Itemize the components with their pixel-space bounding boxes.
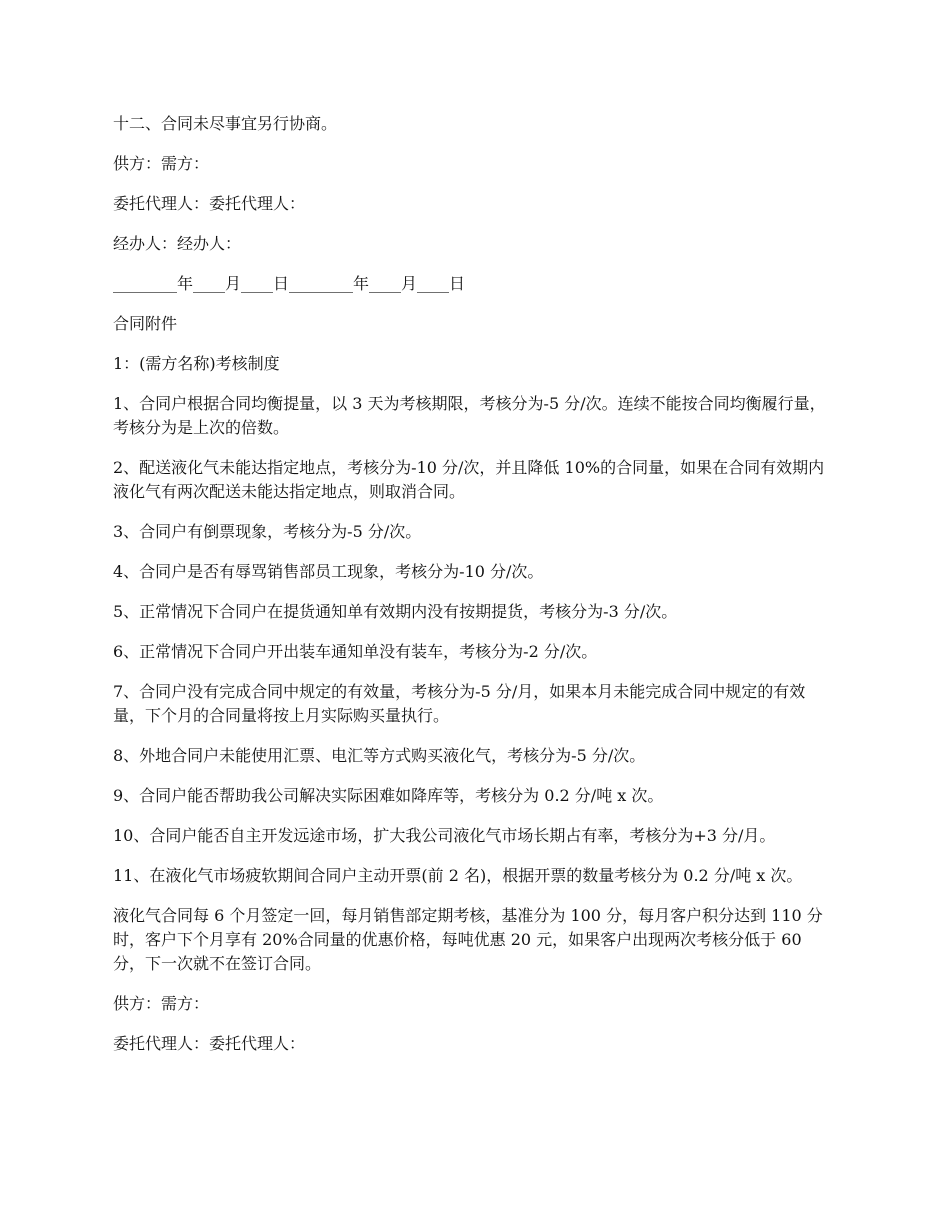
clause-12: 十二、合同未尽事宜另行协商。 [113,114,338,133]
rule-9: 9、合同户能否帮助我公司解决实际困难如降库等，考核分为 0.2 分/吨 x 次。 [113,786,664,805]
agent-line-2: 委托代理人：委托代理人： [113,1034,306,1053]
assessment-title: 1：(需方名称)考核制度 [113,354,280,373]
rule-11: 11、在液化气市场疲软期间合同户主动开票(前 2 名)，根据开票的数量考核分为 0.2 分/吨 x 次。 [113,866,803,885]
rule-7: 7、合同户没有完成合同中规定的有效量，考核分为-5 分/月，如果本月未能完成合同中规定的有效量，下个月的合同量将按上月实际购买量执行。 [113,682,806,725]
agent-line: 委托代理人：委托代理人： [113,194,306,213]
rule-8: 8、外地合同户未能使用汇票、电汇等方式购买液化气，考核分为-5 分/次。 [113,746,646,765]
party-line: 供方：需方： [113,154,210,173]
summary-paragraph: 液化气合同每 6 个月签定一回，每月销售部定期考核，基准分为 100 分，每月客户积分达到 110 分时，客户下个月享有 20%合同量的优惠价格，每吨优惠 20 元，如果客户出现两次考核分低于 60 分，下一次就不在签订合同。 [113,906,823,973]
document-page [113,112,837,1072]
rule-5: 5、正常情况下合同户在提货通知单有效期内没有按期提货，考核分为-3 分/次。 [113,602,678,621]
rule-6: 6、正常情况下合同户开出装车通知单没有装车，考核分为-2 分/次。 [113,642,598,661]
rule-2: 2、配送液化气未能达指定地点，考核分为-10 分/次，并且降低 10%的合同量，如果在合同有效期内液化气有两次配送未能达指定地点，则取消合同。 [113,458,825,501]
party-line-2: 供方：需方： [113,994,210,1013]
rule-4: 4、合同户是否有辱骂销售部员工现象，考核分为-10 分/次。 [113,562,544,581]
attachment-title: 合同附件 [113,314,178,333]
rule-10: 10、合同户能否自主开发远途市场，扩大我公司液化气市场长期占有率，考核分为+3 分/月。 [113,826,776,845]
handler-line: 经办人：经办人： [113,234,242,253]
rule-3: 3、合同户有倒票现象，考核分为-5 分/次。 [113,522,422,541]
date-line: ________年____月____日________年____月____日 [113,274,466,293]
rule-1: 1、合同户根据合同均衡提量，以 3 天为考核期限，考核分为-5 分/次。连续不能按合同均衡履行量，考核分为是上次的倍数。 [113,394,826,437]
